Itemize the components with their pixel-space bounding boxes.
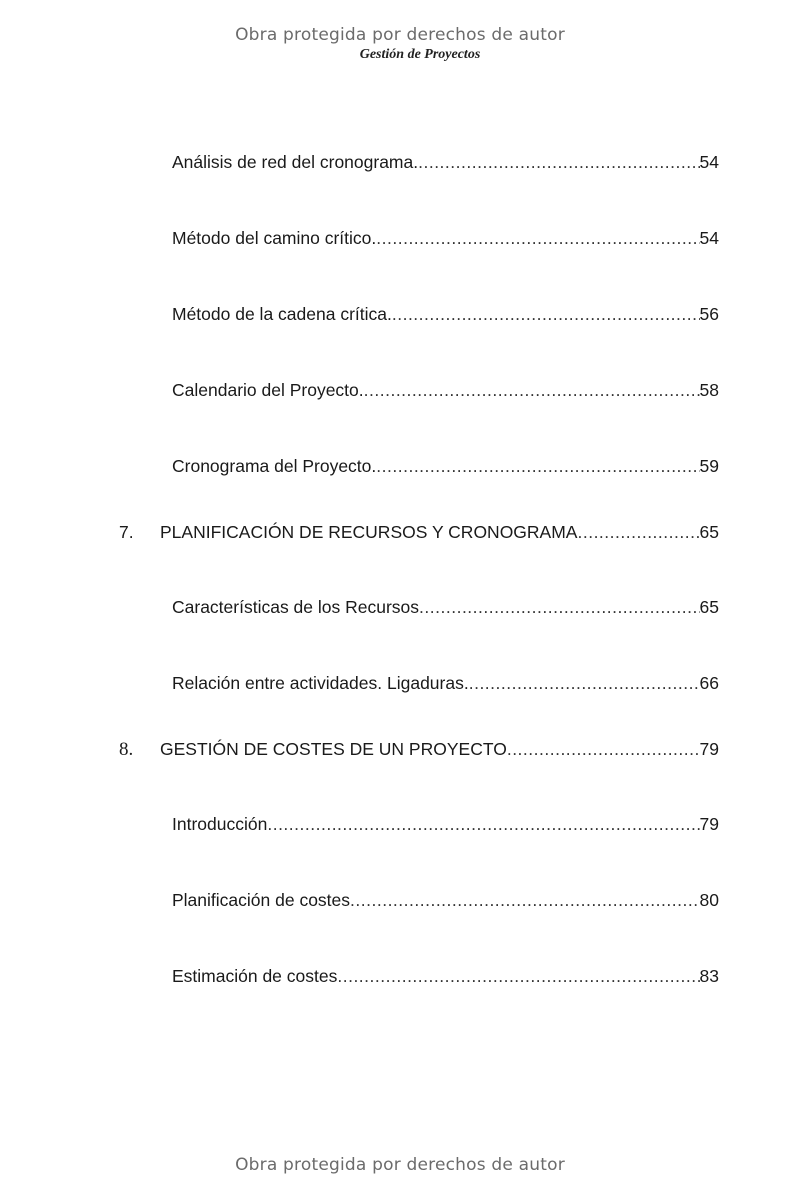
toc-entry-title: Introducción xyxy=(172,814,268,834)
toc-entry-title: Método de la cadena crítica. xyxy=(172,304,392,324)
toc-entry-title: GESTIÓN DE COSTES DE UN PROYECTO xyxy=(160,739,507,759)
toc-leader-dots xyxy=(392,304,700,325)
toc-leader-dots xyxy=(469,673,700,694)
running-header: Gestión de Proyectos xyxy=(359,47,481,62)
toc-leader-dots xyxy=(418,152,699,173)
toc-entry-title: Características de los Recursos xyxy=(172,597,420,617)
toc-entry xyxy=(172,814,719,835)
toc-entry-page: 80 xyxy=(699,890,719,910)
toc-leader-dots xyxy=(376,456,699,477)
toc-entry-title: PLANIFICACIÓN DE RECURSOS Y CRONOGRAMA xyxy=(160,522,578,542)
toc-entry-page: 54 xyxy=(699,228,719,248)
toc-entry-page: 65 xyxy=(699,522,719,542)
toc-leader-dots xyxy=(267,814,699,835)
toc-entry-page: 83 xyxy=(699,966,719,986)
toc-entry-title: Cronograma del Proyecto. xyxy=(172,456,377,476)
toc-leader-dots xyxy=(376,228,699,249)
toc-entry xyxy=(172,380,719,401)
toc-entry xyxy=(172,456,719,477)
toc-chapter-entry xyxy=(119,739,719,761)
toc-entry-page: 66 xyxy=(699,673,719,693)
toc-entry-title: Estimación de costes xyxy=(172,966,338,986)
toc-leader-dots xyxy=(507,739,700,760)
toc-leader-dots xyxy=(350,890,700,911)
toc-entry-title: Método del camino crítico. xyxy=(172,228,377,248)
toc-chapter-number: 7. xyxy=(119,522,134,542)
toc-entry xyxy=(172,890,719,911)
toc-entry xyxy=(172,152,719,173)
toc-entry-page: 56 xyxy=(699,304,719,324)
toc-entry xyxy=(172,304,719,325)
toc-entry-title: Relación entre actividades. Ligaduras. xyxy=(172,673,469,693)
toc-leader-dots xyxy=(364,380,700,401)
toc-entry xyxy=(172,966,719,987)
toc-leader-dots xyxy=(419,597,699,618)
toc-entry-page: 79 xyxy=(699,814,719,834)
toc-entry-page: 59 xyxy=(699,456,719,476)
toc-entry-page: 79 xyxy=(699,739,719,759)
toc-entry xyxy=(172,673,719,694)
toc-entry-title: Calendario del Proyecto. xyxy=(172,380,364,400)
copyright-watermark-bottom: Obra protegida por derechos de autor xyxy=(235,1155,565,1175)
toc-entry xyxy=(172,597,719,618)
toc-chapter-entry xyxy=(119,522,719,543)
toc-chapter-number: 8. xyxy=(119,739,134,760)
toc-entry-page: 65 xyxy=(699,597,719,617)
toc-entry xyxy=(172,228,719,249)
toc-entry-page: 54 xyxy=(699,152,719,172)
toc-entry-page: 58 xyxy=(699,380,719,400)
toc-leader-dots xyxy=(337,966,699,987)
toc-entry-title: Análisis de red del cronograma. xyxy=(172,152,419,172)
copyright-watermark-top: Obra protegida por derechos de autor xyxy=(235,25,565,45)
toc-leader-dots xyxy=(577,522,699,543)
toc-entry-title: Planificación de costes xyxy=(172,890,351,910)
